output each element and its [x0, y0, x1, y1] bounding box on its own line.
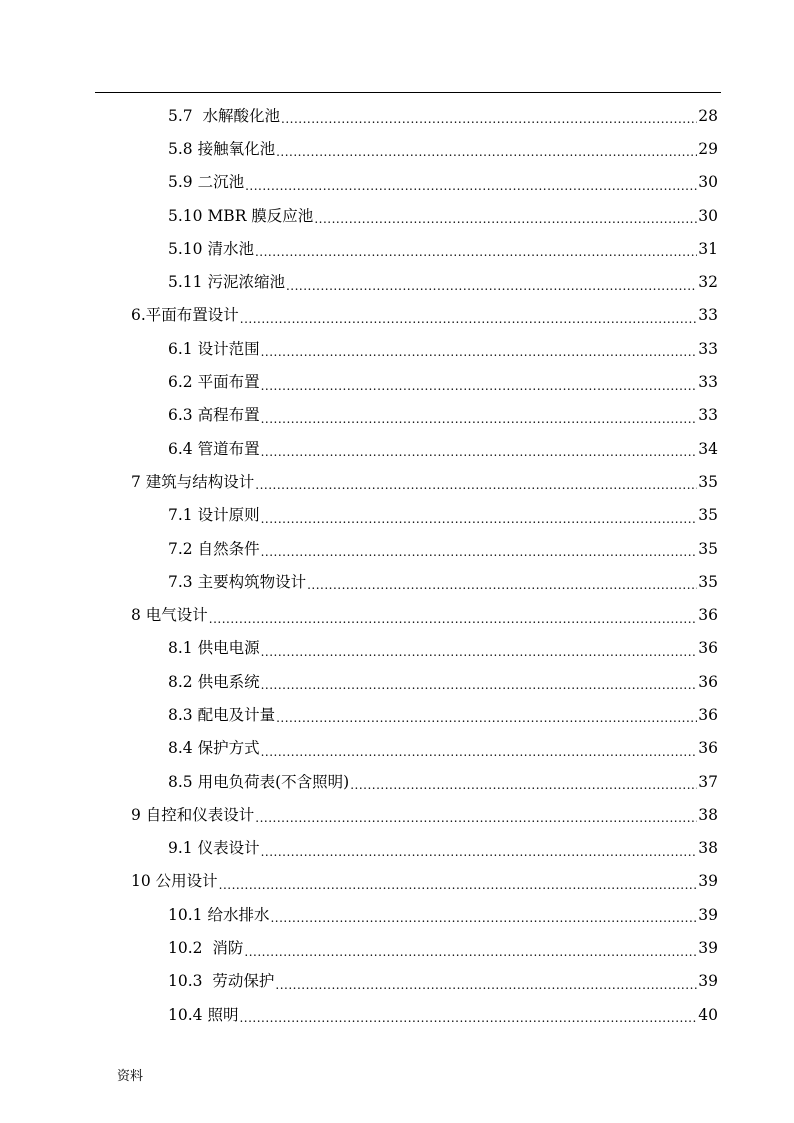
toc-entry[interactable] — [0, 365, 794, 398]
toc-entry-page-number: 40 — [698, 1005, 718, 1024]
dot-leader — [239, 1007, 697, 1028]
toc-entry-title: 6.1 设计范围 — [168, 339, 260, 358]
dot-leader — [261, 641, 698, 662]
toc-entry[interactable] — [0, 931, 794, 964]
dot-leader — [255, 241, 697, 262]
dot-leader — [261, 674, 698, 695]
dot-leader — [261, 508, 698, 529]
dot-leader — [240, 308, 697, 329]
toc-entry[interactable] — [0, 265, 794, 298]
toc-entry-title: 6.4 管道布置 — [168, 439, 260, 458]
toc-entry[interactable] — [0, 865, 794, 898]
toc-entry-page-number: 28 — [698, 106, 718, 125]
toc-entry-title: 5.8 接触氧化池 — [168, 139, 276, 158]
dot-leader — [261, 841, 698, 862]
toc-entry[interactable] — [0, 632, 794, 665]
dot-leader — [219, 874, 698, 895]
dot-leader — [261, 341, 698, 362]
toc-entry-title: 10.3 劳动保护 — [168, 972, 275, 991]
toc-entry-title: 7.3 主要构筑物设计 — [168, 572, 307, 591]
toc-entry[interactable] — [0, 832, 794, 865]
dot-leader — [261, 408, 698, 429]
toc-entry-title: 5.10 清水池 — [168, 239, 254, 258]
toc-entry-title: 7 建筑与结构设计 — [131, 472, 255, 491]
toc-entry[interactable] — [0, 232, 794, 265]
toc-entry[interactable] — [0, 798, 794, 831]
toc-entry[interactable] — [0, 132, 794, 165]
dot-leader — [261, 375, 698, 396]
toc-entry[interactable] — [0, 532, 794, 565]
toc-entry-title: 5.10 MBR 膜反应池 — [168, 206, 314, 225]
toc-entry-page-number: 35 — [698, 472, 718, 491]
toc-entry[interactable] — [0, 399, 794, 432]
toc-entry[interactable] — [0, 465, 794, 498]
toc-entry-page-number: 36 — [698, 672, 718, 691]
toc-entry-title: 7.1 设计原则 — [168, 506, 260, 525]
toc-entry[interactable] — [0, 332, 794, 365]
toc-entry-title: 8 电气设计 — [131, 606, 208, 625]
toc-entry-page-number: 38 — [698, 805, 718, 824]
footer-label: 资料 — [117, 1069, 144, 1084]
toc-entry-title: 9.1 仪表设计 — [168, 839, 260, 858]
dot-leader — [261, 541, 698, 562]
toc-entry-page-number: 39 — [698, 939, 718, 958]
dot-leader — [286, 275, 697, 296]
toc-entry-page-number: 37 — [698, 772, 718, 791]
table-of-contents — [0, 99, 794, 1031]
toc-entry-page-number: 34 — [698, 439, 718, 458]
dot-leader — [314, 208, 697, 229]
toc-entry[interactable] — [0, 998, 794, 1031]
toc-entry-title: 10.4 照明 — [168, 1005, 239, 1024]
toc-entry-title: 10.2 消防 — [168, 939, 244, 958]
dot-leader — [307, 574, 697, 595]
dot-leader — [245, 175, 697, 196]
toc-entry-page-number: 36 — [698, 639, 718, 658]
toc-entry[interactable] — [0, 565, 794, 598]
toc-entry-title: 6.平面布置设计 — [131, 306, 239, 325]
dot-leader — [276, 141, 697, 162]
toc-entry-title: 8.2 供电系统 — [168, 672, 260, 691]
toc-entry[interactable] — [0, 665, 794, 698]
toc-entry-page-number: 29 — [698, 139, 718, 158]
toc-entry-page-number: 39 — [698, 872, 718, 891]
toc-entry[interactable] — [0, 299, 794, 332]
toc-entry[interactable] — [0, 765, 794, 798]
toc-entry[interactable] — [0, 99, 794, 132]
toc-entry-title: 7.2 自然条件 — [168, 539, 260, 558]
toc-entry-title: 5.11 污泥浓缩池 — [168, 273, 285, 292]
toc-entry-title: 9 自控和仪表设计 — [131, 805, 255, 824]
toc-entry[interactable] — [0, 698, 794, 731]
toc-entry[interactable] — [0, 166, 794, 199]
toc-entry-page-number: 39 — [698, 972, 718, 991]
toc-entry-page-number: 38 — [698, 839, 718, 858]
toc-entry-title: 6.3 高程布置 — [168, 406, 260, 425]
toc-entry-page-number: 35 — [698, 572, 718, 591]
toc-entry[interactable] — [0, 965, 794, 998]
toc-entry-page-number: 36 — [698, 705, 718, 724]
dot-leader — [255, 807, 697, 828]
toc-entry-title: 5.7 水解酸化池 — [168, 106, 281, 125]
dot-leader — [209, 608, 697, 629]
dot-leader — [281, 108, 697, 129]
toc-entry-page-number: 31 — [698, 239, 718, 258]
toc-entry[interactable] — [0, 732, 794, 765]
dot-leader — [244, 941, 697, 962]
toc-entry-page-number: 35 — [698, 539, 718, 558]
toc-entry-title: 10.1 给水排水 — [168, 905, 270, 924]
dot-leader — [275, 974, 697, 995]
toc-entry-title: 5.9 二沉池 — [168, 173, 245, 192]
dot-leader — [276, 707, 697, 728]
toc-entry-title: 8.5 用电负荷表(不含照明) — [168, 772, 350, 791]
dot-leader — [261, 441, 698, 462]
toc-entry-title: 8.4 保护方式 — [168, 739, 260, 758]
toc-entry-page-number: 35 — [698, 506, 718, 525]
toc-entry-page-number: 30 — [698, 206, 718, 225]
toc-entry-page-number: 33 — [698, 373, 718, 392]
toc-entry-page-number: 36 — [698, 739, 718, 758]
toc-entry-page-number: 32 — [698, 273, 718, 292]
toc-entry[interactable] — [0, 598, 794, 631]
dot-leader — [261, 741, 698, 762]
toc-entry-page-number: 33 — [698, 406, 718, 425]
toc-entry-page-number: 33 — [698, 306, 718, 325]
toc-entry-title: 6.2 平面布置 — [168, 373, 260, 392]
toc-entry[interactable] — [0, 432, 794, 465]
toc-entry-title: 8.1 供电电源 — [168, 639, 260, 658]
toc-entry-page-number: 33 — [698, 339, 718, 358]
toc-entry-page-number: 39 — [698, 905, 718, 924]
toc-entry-title: 10 公用设计 — [131, 872, 218, 891]
toc-entry[interactable] — [0, 898, 794, 931]
header-rule — [95, 92, 721, 93]
dot-leader — [350, 774, 697, 795]
toc-entry-title: 8.3 配电及计量 — [168, 705, 276, 724]
toc-entry-page-number: 30 — [698, 173, 718, 192]
dot-leader — [255, 474, 697, 495]
toc-entry[interactable] — [0, 199, 794, 232]
toc-entry-page-number: 36 — [698, 606, 718, 625]
dot-leader — [270, 907, 697, 928]
toc-entry[interactable] — [0, 499, 794, 532]
